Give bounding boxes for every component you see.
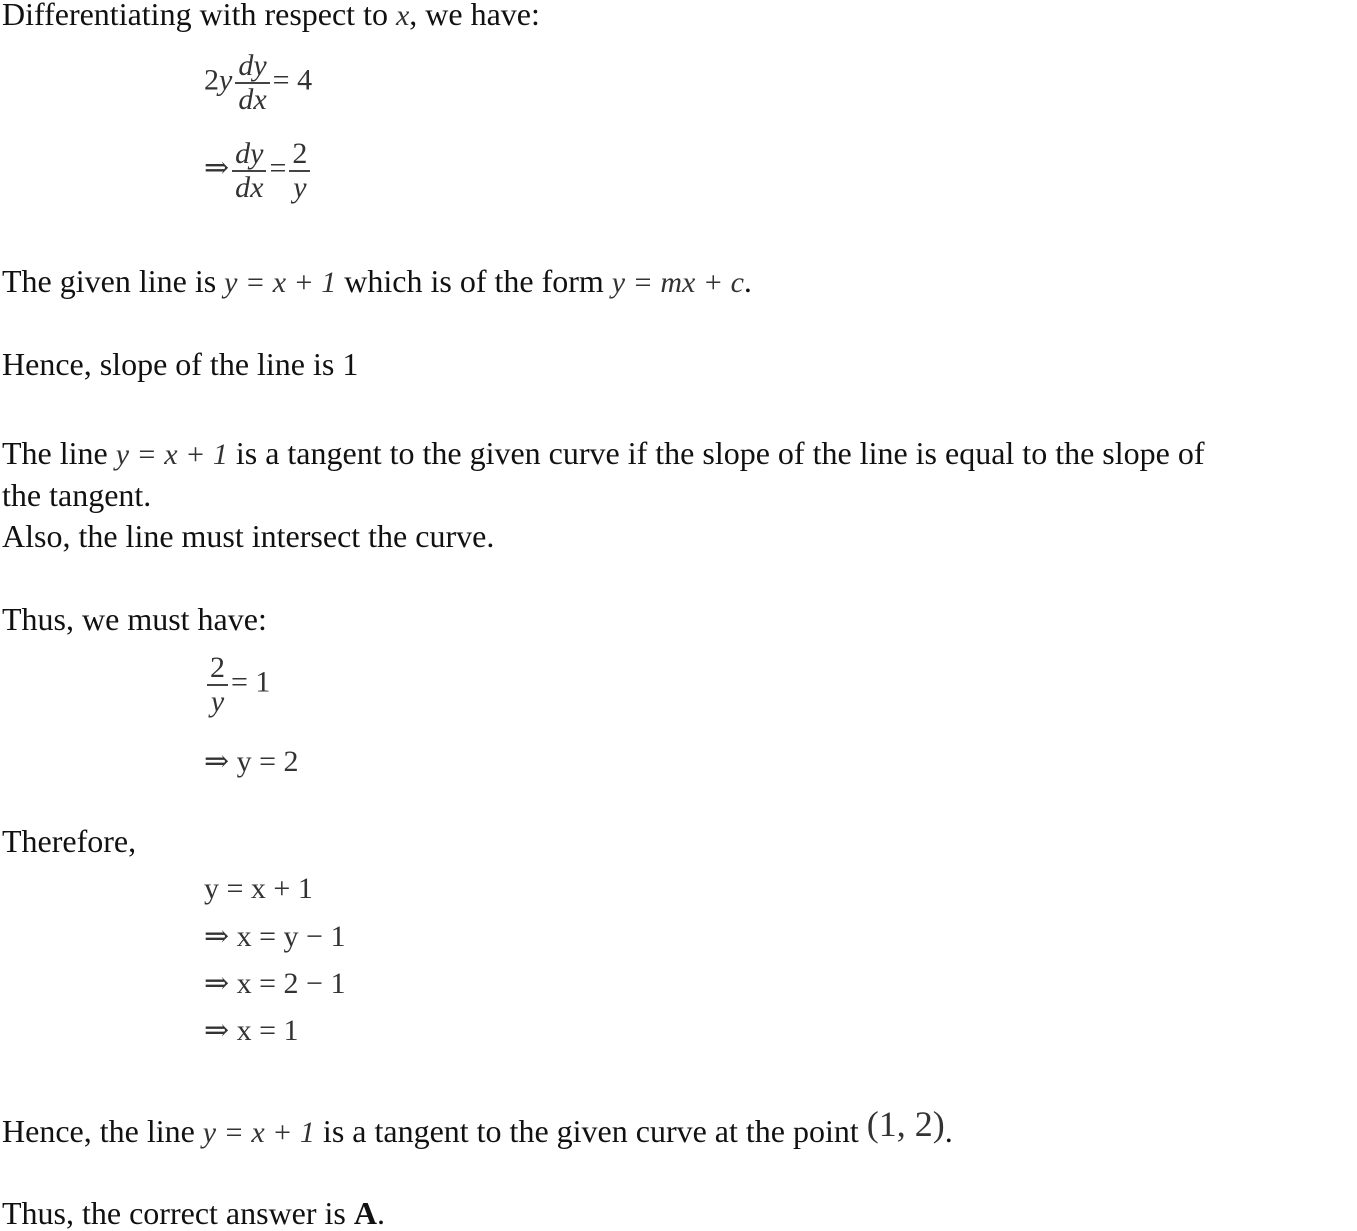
point: (1, 2) bbox=[866, 1104, 945, 1144]
equation-3 bbox=[204, 652, 270, 718]
thus-text: Thus, we must have: bbox=[2, 601, 267, 637]
answer-text bbox=[2, 1195, 385, 1231]
numerator: dy bbox=[235, 137, 264, 170]
equals: = bbox=[269, 151, 287, 185]
math: y = x + 1 bbox=[224, 266, 337, 299]
numerator: 2 bbox=[210, 651, 225, 684]
text: Differentiating with respect to bbox=[2, 0, 396, 32]
text: The line bbox=[2, 435, 116, 471]
denominator: y bbox=[210, 684, 225, 718]
implies-arrow: ⇒ bbox=[204, 151, 230, 185]
numerator: 2 bbox=[292, 137, 308, 170]
text: . bbox=[743, 263, 752, 299]
conclusion-text bbox=[2, 1104, 953, 1151]
denominator: dx bbox=[238, 82, 267, 116]
fraction bbox=[289, 138, 310, 204]
intersect-text: Also, the line must intersect the curve. bbox=[2, 518, 495, 554]
rhs: = 4 bbox=[272, 63, 313, 97]
coef: 2 bbox=[204, 63, 219, 97]
step-2: ⇒ x = y − 1 bbox=[204, 920, 346, 953]
text: , we have: bbox=[409, 0, 540, 32]
tangent-text-cont: the tangent. bbox=[2, 477, 152, 513]
line-form-text bbox=[2, 263, 752, 301]
tangent-text bbox=[2, 435, 1204, 473]
text: . bbox=[376, 1195, 385, 1231]
step-3: ⇒ x = 2 − 1 bbox=[204, 967, 346, 1000]
fraction bbox=[232, 138, 266, 204]
intro-text bbox=[2, 0, 540, 34]
slope-text: Hence, slope of the line is 1 bbox=[2, 346, 359, 382]
math-var: x bbox=[395, 0, 410, 32]
text: is a tangent to the given curve if the slope of the line is equal to the slope of bbox=[227, 435, 1205, 471]
therefore-text: Therefore, bbox=[2, 823, 137, 859]
denominator: y bbox=[293, 170, 307, 204]
rhs: = 1 bbox=[231, 665, 271, 699]
denominator: dx bbox=[235, 170, 264, 204]
equation-1 bbox=[204, 50, 312, 116]
var: y bbox=[219, 63, 233, 97]
step-4: ⇒ x = 1 bbox=[204, 1014, 299, 1047]
text: Hence, the line bbox=[2, 1113, 203, 1149]
math: y = mx + c bbox=[611, 266, 744, 299]
text: Thus, the correct answer is bbox=[2, 1195, 354, 1231]
text: which is of the form bbox=[336, 263, 612, 299]
fraction bbox=[207, 652, 228, 718]
answer-letter: A bbox=[353, 1195, 377, 1231]
text: The given line is bbox=[2, 263, 225, 299]
equation-2 bbox=[204, 138, 313, 204]
math: y = x + 1 bbox=[202, 1116, 315, 1149]
text: is a tangent to the given curve at the point bbox=[314, 1113, 867, 1149]
math: y = x + 1 bbox=[115, 438, 228, 471]
text: . bbox=[944, 1113, 953, 1149]
equation-4: ⇒ y = 2 bbox=[204, 745, 299, 778]
numerator: dy bbox=[238, 49, 267, 82]
fraction bbox=[235, 50, 269, 116]
step-1: y = x + 1 bbox=[204, 872, 313, 905]
